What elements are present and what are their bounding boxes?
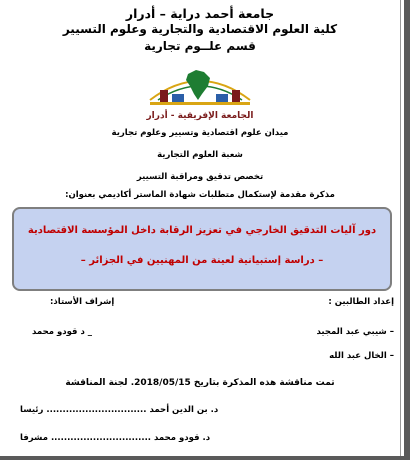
faculty-name: كلية العلوم الاقتصادية والتجارية وعلوم التسيير <box>62 22 338 36</box>
jury-member-name: د. قودو محمد <box>154 433 211 443</box>
logo-text: الجامعة الإفريقية - أدرار <box>146 111 254 121</box>
university-logo <box>130 60 270 126</box>
university-name: جامعة أحمد دراية – أدرار <box>125 6 275 21</box>
jury-role: رئيسا <box>20 405 44 415</box>
page-edge-right <box>404 0 410 460</box>
student-name-2: – الخال عبد الله <box>329 351 394 361</box>
memo-line: مذكرة مقدمة لإستكمال متطلبات شهادة الماستر أكاديمي بعنوان: <box>65 190 335 200</box>
thesis-subtitle: – دراسة إستبيانية لعينة من المهنيين في الجزائر – <box>80 255 324 266</box>
jury-member-2 <box>20 433 210 443</box>
branch-line: شعبة العلوم التجارية <box>157 150 243 160</box>
jury-dots: ............................... <box>46 405 147 415</box>
supervisor-name: _ د قودو محمد <box>32 327 93 337</box>
student-name-1: – شيبي عبد المجيد <box>316 327 394 337</box>
field-line: ميدان علوم اقتصادية وتسيير وعلوم تجارية <box>111 128 289 138</box>
students-label: إعداد الطالبين : <box>328 297 394 307</box>
discussion-note: تمت مناقشة هذه المذكرة بتاريخ 2018/05/15. لجنة المناقشة <box>65 378 335 388</box>
thesis-title: دور آليات التدقيق الخارجي في تعزيز الرقابة داخل المؤسسة الاقتصادية <box>27 225 377 236</box>
department-name: قسم علــوم تجارية <box>144 39 256 53</box>
jury-member-name: د. بن الدين أحمد <box>149 405 219 415</box>
page-edge-bottom <box>0 456 410 460</box>
jury-member-1 <box>20 405 218 415</box>
jury-dots: ............................... <box>50 433 152 443</box>
jury-role: مشرفا <box>20 433 48 443</box>
specialty-line: تخصص تدقيق ومراقبة التسيير <box>136 172 264 182</box>
supervisor-label: إشراف الأستاذ: <box>50 297 115 307</box>
thesis-title-box <box>12 207 392 291</box>
